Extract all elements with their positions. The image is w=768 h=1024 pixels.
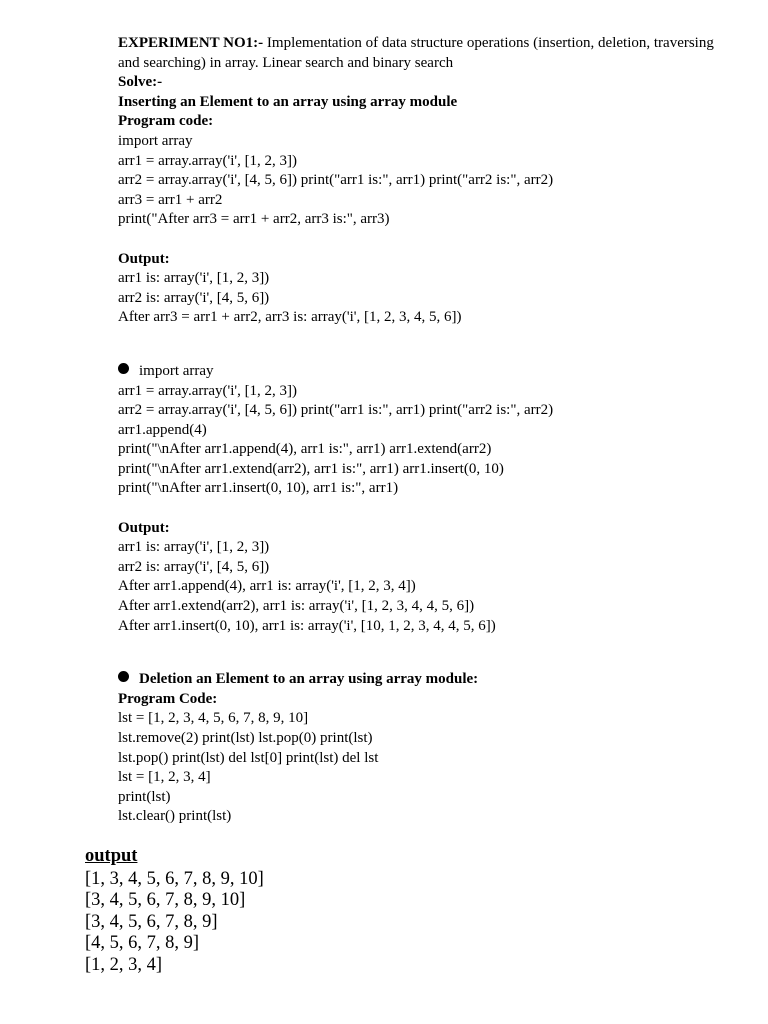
main-text-block <box>118 34 738 827</box>
output-line: [1, 3, 4, 5, 6, 7, 8, 9, 10] <box>85 868 264 889</box>
output-line: [1, 2, 3, 4] <box>85 954 163 975</box>
output-line: After arr3 = arr1 + arr2, arr3 is: array('i', [1, 2, 3, 4, 5, 6]) <box>118 309 462 326</box>
experiment-description: Implementation of data structure operations (insertion, deletion, traversing and searching) in array. Linear search and binary search <box>118 35 714 71</box>
output-line: arr2 is: array('i', [4, 5, 6]) <box>118 289 270 306</box>
section3-output-label: output <box>85 846 138 866</box>
output-line: arr1 is: array('i', [1, 2, 3]) <box>118 539 270 556</box>
output-line: After arr1.insert(0, 10), arr1 is: array('i', [10, 1, 2, 3, 4, 4, 5, 6]) <box>118 617 496 634</box>
code-line: arr3 = arr1 + arr2 <box>118 191 223 208</box>
section1-output-label: Output: <box>118 250 170 267</box>
output-line: [3, 4, 5, 6, 7, 8, 9, 10] <box>85 890 246 910</box>
code-line: lst.remove(2) print(lst) lst.pop(0) print(lst) <box>118 730 373 746</box>
code-line: arr1 = array.array('i', [1, 2, 3]) <box>118 382 298 399</box>
output-line: [4, 5, 6, 7, 8, 9] <box>85 933 200 953</box>
section1-code-block <box>118 132 738 230</box>
code-line: lst.pop() print(lst) del lst[0] print(lst) del lst <box>118 749 379 766</box>
solve-label: Solve:- <box>118 74 163 91</box>
section3-heading-text: Deletion an Element to an array using array module: <box>139 671 479 688</box>
code-line: print("\nAfter arr1.extend(arr2), arr1 is:", arr1) arr1.insert(0, 10) <box>118 460 504 477</box>
code-line: print("\nAfter arr1.append(4), arr1 is:", arr1) arr1.extend(arr2) <box>118 441 492 458</box>
output-line: After arr1.append(4), arr1 is: array('i', [1, 2, 3, 4]) <box>118 578 416 595</box>
section2-output-label: Output: <box>118 519 170 536</box>
code-line: import array <box>118 132 193 149</box>
code-line: arr2 = array.array('i', [4, 5, 6]) print("arr1 is:", arr1) print("arr2 is:", arr2) <box>118 172 554 189</box>
code-line: print("\nAfter arr1.insert(0, 10), arr1 is:", arr1) <box>118 480 399 497</box>
section2-output-block <box>118 538 738 636</box>
code-line: arr1 = array.array('i', [1, 2, 3]) <box>118 152 298 169</box>
section3-program-label: Program Code: <box>118 690 218 707</box>
code-line: lst = [1, 2, 3, 4] <box>118 769 211 786</box>
code-line: import array <box>139 362 214 379</box>
code-line: arr2 = array.array('i', [4, 5, 6]) print("arr1 is:", arr1) print("arr2 is:", arr2) <box>118 402 554 419</box>
code-line: arr1.append(4) <box>118 421 207 438</box>
output-line: arr2 is: array('i', [4, 5, 6]) <box>118 558 270 575</box>
code-line: lst.clear() print(lst) <box>118 808 232 825</box>
section1-output-block <box>118 269 738 328</box>
section3-heading <box>118 670 738 690</box>
output-line: arr1 is: array('i', [1, 2, 3]) <box>118 270 270 287</box>
code-line: print(lst) <box>118 788 171 805</box>
bullet-item <box>118 362 738 382</box>
experiment-label: EXPERIMENT NO1:- <box>118 35 264 51</box>
section1-program-label: Program code: <box>118 113 214 130</box>
output-line: After arr1.extend(arr2), arr1 is: array('i', [1, 2, 3, 4, 4, 5, 6]) <box>118 598 475 615</box>
bullet-icon <box>118 671 129 682</box>
experiment-title <box>118 34 738 73</box>
section2-code-block <box>118 362 738 499</box>
section1-heading: Inserting an Element to an array using array module <box>118 93 458 110</box>
code-line: print("After arr3 = arr1 + arr2, arr3 is:", arr3) <box>118 211 390 228</box>
section3-output-section <box>85 846 264 976</box>
output-line: [3, 4, 5, 6, 7, 8, 9] <box>85 911 218 932</box>
code-line: lst = [1, 2, 3, 4, 5, 6, 7, 8, 9, 10] <box>118 710 309 727</box>
section3-code-block <box>118 709 738 827</box>
bullet-icon <box>118 363 129 374</box>
